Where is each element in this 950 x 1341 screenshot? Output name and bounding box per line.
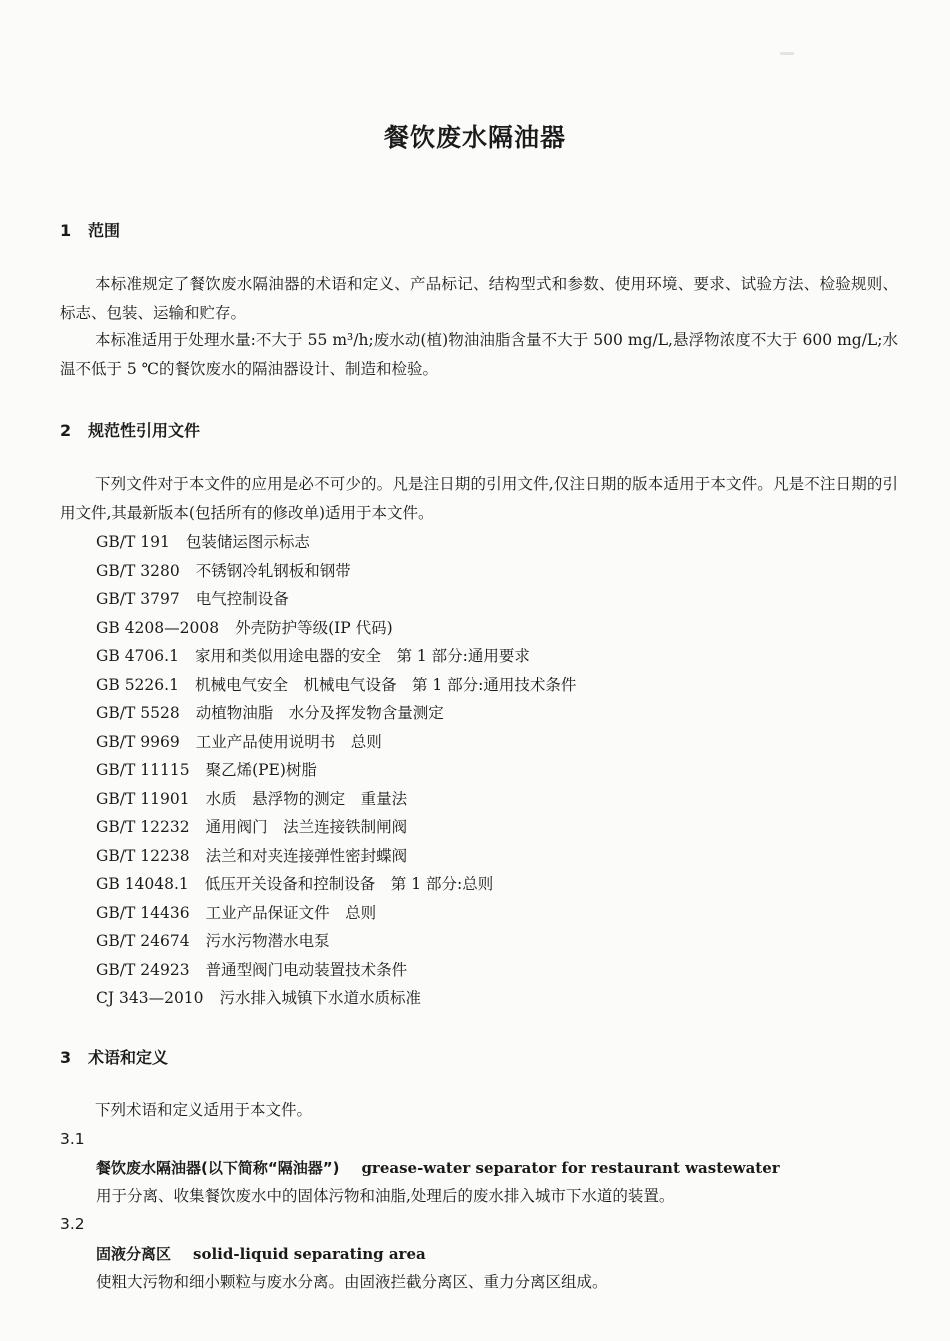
reference-item xyxy=(96,614,576,643)
reference-code: GB 5226.1 xyxy=(96,675,179,694)
reference-item xyxy=(96,528,576,557)
reference-title: 电气控制设备 xyxy=(195,590,289,608)
section-number: 2 xyxy=(60,421,72,440)
section-heading-normative-references xyxy=(60,418,200,441)
reference-title: 包装储运图示标志 xyxy=(185,533,310,551)
section-number: 1 xyxy=(60,221,72,240)
reference-code: GB/T 24674 xyxy=(96,932,190,950)
reference-item xyxy=(96,870,576,899)
term-en: solid-liquid separating area xyxy=(193,1245,426,1263)
reference-item xyxy=(96,585,576,614)
reference-title: 污水污物潜水电泵 xyxy=(205,932,330,950)
reference-item xyxy=(96,671,576,700)
reference-item xyxy=(96,728,576,757)
scan-artifact xyxy=(780,52,794,55)
reference-title: 工业产品保证文件 总则 xyxy=(205,903,377,922)
reference-item xyxy=(96,984,576,1013)
scope-paragraph-1: 本标准规定了餐饮废水隔油器的术语和定义、产品标记、结构型式和参数、使用环境、要求、试验方法、检验规则、标志、包装、运输和贮存。 xyxy=(60,275,898,322)
term-definition: 用于分离、收集餐饮废水中的固体污物和油脂,处理后的废水排入城市下水道的装置。 xyxy=(96,1187,675,1205)
reference-code: GB/T 3797 xyxy=(96,590,180,608)
reference-item xyxy=(96,956,576,985)
clause-number: 3.1 xyxy=(60,1130,85,1148)
reference-title: 污水排入城镇下水道水质标准 xyxy=(219,989,422,1007)
reference-code: GB/T 191 xyxy=(96,533,170,551)
reference-item xyxy=(96,927,576,956)
reference-title: 低压开关设备和控制设备 第 1 部分:总则 xyxy=(204,875,494,893)
term-en: grease-water separator for restaurant wastewater xyxy=(361,1159,780,1177)
reference-title: 聚乙烯(PE)树脂 xyxy=(205,761,317,779)
term-zh: 固液分离区 xyxy=(96,1245,172,1263)
reference-list xyxy=(96,528,576,1013)
reference-code: GB/T 11115 xyxy=(96,761,190,779)
term-heading xyxy=(96,1243,426,1264)
reference-item xyxy=(96,785,576,814)
document-title: 餐饮废水隔油器 xyxy=(383,123,566,152)
section-number: 3 xyxy=(60,1048,72,1067)
reference-item xyxy=(96,756,576,785)
reference-item xyxy=(96,842,576,871)
reference-title: 法兰和对夹连接弹性密封蝶阀 xyxy=(205,846,408,865)
reference-title: 工业产品使用说明书 总则 xyxy=(195,732,382,751)
reference-code: GB/T 24923 xyxy=(96,960,190,979)
reference-code: GB 4706.1 xyxy=(96,647,179,665)
section-heading-terms-and-definitions xyxy=(60,1045,168,1068)
reference-item xyxy=(96,642,576,671)
reference-code: GB/T 3280 xyxy=(96,561,180,580)
reference-code: GB 14048.1 xyxy=(96,875,189,893)
section-title: 规范性引用文件 xyxy=(88,421,201,440)
reference-item xyxy=(96,557,576,586)
reference-item xyxy=(96,699,576,728)
reference-item xyxy=(96,899,576,928)
term-definition: 使粗大污物和细小颗粒与废水分离。由固液拦截分离区、重力分离区组成。 xyxy=(96,1273,608,1291)
section-title: 范围 xyxy=(88,221,121,240)
references-intro: 下列文件对于本文件的应用是必不可少的。凡是注日期的引用文件,仅注日期的版本适用于本文件。凡是不注日期的引用文件,其最新版本(包括所有的修改单)适用于本文件。 xyxy=(60,475,898,522)
reference-title: 机械电气安全 机械电气设备 第 1 部分:通用技术条件 xyxy=(194,675,577,694)
reference-code: GB/T 14436 xyxy=(96,903,190,922)
term-zh: 餐饮废水隔油器(以下简称“隔油器”) xyxy=(96,1159,340,1177)
reference-title: 动植物油脂 水分及挥发物含量测定 xyxy=(195,704,444,722)
reference-title: 不锈钢冷轧钢板和钢带 xyxy=(195,561,351,580)
reference-code: GB/T 5528 xyxy=(96,704,180,722)
reference-code: GB/T 9969 xyxy=(96,732,180,751)
reference-title: 通用阀门 法兰连接铁制闸阀 xyxy=(205,818,408,836)
term-heading xyxy=(96,1157,780,1178)
reference-title: 外壳防护等级(IP 代码) xyxy=(235,618,393,637)
clause-number: 3.2 xyxy=(60,1215,85,1233)
reference-code: GB/T 12238 xyxy=(96,846,190,865)
reference-code: CJ 343—2010 xyxy=(96,989,204,1007)
reference-code: GB/T 12232 xyxy=(96,818,190,836)
terms-intro: 下列术语和定义适用于本文件。 xyxy=(95,1101,313,1119)
reference-code: GB/T 11901 xyxy=(96,789,190,808)
reference-code: GB 4208—2008 xyxy=(96,618,220,637)
section-heading-scope xyxy=(60,218,120,241)
reference-title: 水质 悬浮物的测定 重量法 xyxy=(205,789,408,808)
reference-title: 普通型阀门电动装置技术条件 xyxy=(205,960,408,979)
reference-item xyxy=(96,813,576,842)
scope-paragraph-2: 本标准适用于处理水量:不大于 55 m³/h;废水动(植)物油油脂含量不大于 500 mg/L,悬浮物浓度不大于 600 mg/L;水温不低于 5 ℃的餐饮废水的隔油器设计、制造和检验。 xyxy=(60,331,899,378)
reference-title: 家用和类似用途电器的安全 第 1 部分:通用要求 xyxy=(194,647,530,665)
section-title: 术语和定义 xyxy=(88,1048,169,1067)
